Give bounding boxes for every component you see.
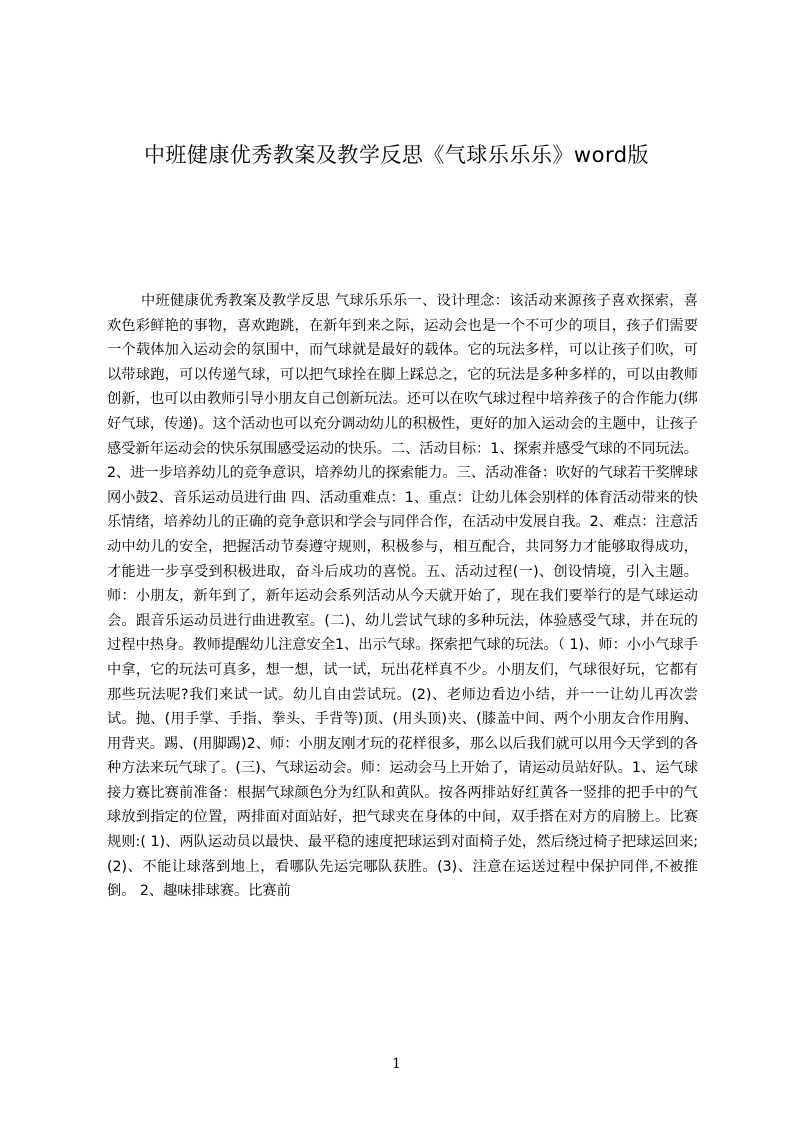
document-body-paragraph: 中班健康优秀教案及教学反思 气球乐乐乐一、设计理念：该活动来源孩子喜欢探索，喜欢色彩鲜艳的事物，喜欢跑跳，在新年到来之际，运动会也是一个不可少的项目，孩子们需要一个载体加入运动会的氛围中，而气球就是最好的载体。它的玩法多样，可以让孩子们吹，可以带球跑，可以传递气球，可以把气球拴在脚上踩总之，它的玩法是多种多样的，可以由教师创新，也可以由教师引导小朋友自己创新玩法。还可以在吹气球过程中培养孩子的合作能力(绑好气球，传递)。这个活动也可以充分调动幼儿的积极性，更好的加入运动会的主题中，让孩子感受新年运动会的快乐氛围感受运动的快乐。二、活动目标：1、探索并感受气球的不同玩法。2、进一步培养幼儿的竞争意识，培养幼儿的探索能力。三、活动准备：吹好的气球若干奖牌球网小鼓2、音乐运动员进行曲 四、活动重难点：1、重点：让幼儿体会别样的体育活动带来的快乐情绪，培养幼儿的正确的竞争意识和学会与同伴合作，在活动中发展自我。2、难点：注意活动中幼儿的安全，把握活动节奏遵守规则，积极参与，相互配合，共同努力才能够取得成功，才能进一步享受到积极进取，奋斗后成功的喜悦。五、活动过程(一)、创设情境，引入主题。师：小朋友，新年到了，新年运动会系列活动从今天就开始了，现在我们要举行的是气球运动会。跟音乐运动员进行曲进教室。(二)、幼儿尝试气球的多种玩法，体验感受气球，并在玩的过程中热身。教师提醒幼儿注意安全1、出示气球。探索把气球的玩法。（ 1)、师：小小气球手中拿，它的玩法可真多，想一想，试一试，玩出花样真不少。小朋友们，气球很好玩，它都有那些玩法呢?我们来试一试。幼儿自由尝试玩。(2)、老师边看边小结，并一一让幼儿再次尝试。抛、(用手掌、手指、拳头、手背等)顶、(用头顶)夹、(膝盖中间、两个小朋友合作用胸、用背夹。踢、(用脚踢)2、师：小朋友刚才玩的花样很多，那么以后我们就可以用今天学到的各种方法来玩气球了。(三)、气球运动会。师：运动会马上开始了，请运动员站好队。1、运气球接力赛比赛前准备：根据气球颜色分为红队和黄队。按各两排站好红黄各一竖排的把手中的气球放到指定的位置，两排面对面站好，把气球夹在身体的中间，双手搭在对方的肩膀上。比赛规则:( 1)、两队运动员以最快、最平稳的速度把球运到对面椅子处，然后绕过椅子把球运回来;(2)、不能让球落到地上，看哪队先运完哪队获胜。(3)、注意在运送过程中保护同伴,不被推倒。 2、趣味排球赛。比赛前 xyxy=(107,293,698,900)
page-number: 1 xyxy=(392,1056,401,1072)
document-title: 中班健康优秀教案及教学反思《气球乐乐乐》word版 xyxy=(143,143,650,167)
